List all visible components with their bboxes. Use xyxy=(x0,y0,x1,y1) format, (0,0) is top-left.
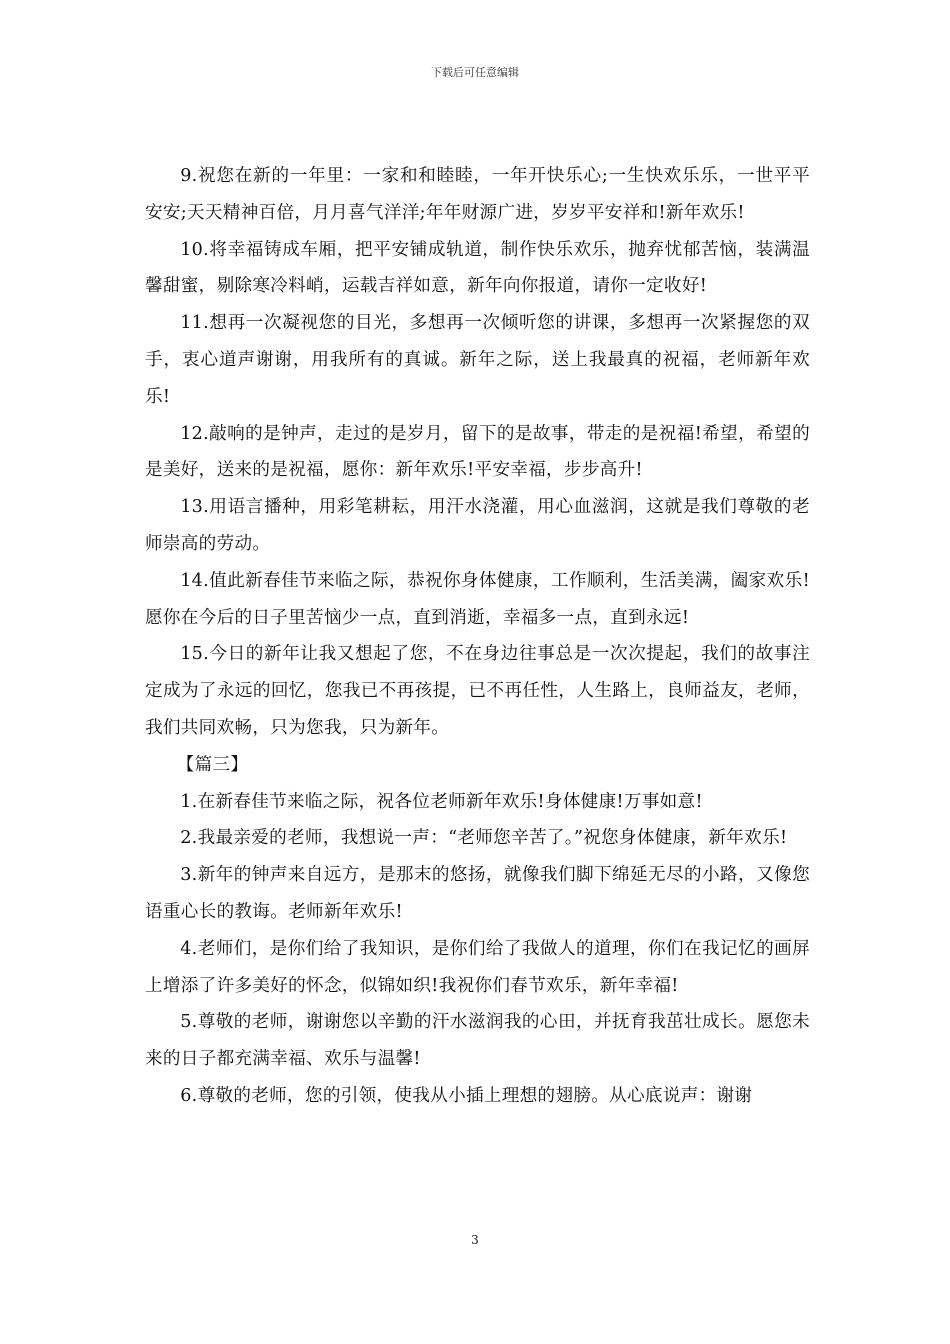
greeting-item-12: 12.敲响的是钟声，走过的是岁月，留下的是故事，带走的是祝福!希望，希望的是美好，送来的是祝福，愿你：新年欢乐!平安幸福，步步高升! xyxy=(145,423,810,481)
greeting-item-13: 13.用语言播种，用彩笔耕耘，用汗水浇灌，用心血滋润，这就是我们尊敬的老师崇高的劳动。 xyxy=(145,497,810,554)
document-body xyxy=(145,158,810,1115)
greeting-item-15: 15.今日的新年让我又想起了您，不在身边往事总是一次次提起，我们的故事注定成为了永远的回忆，您我已不再孩提，已不再任性，人生路上，良师益友，老师，我们共同欢畅，只为您我，只为新年。 xyxy=(145,644,810,738)
greeting-item-9: 9.祝您在新的一年里：一家和和睦睦，一年开快乐心;一生快欢乐乐，一世平平安安;天天精神百倍，月月喜气洋洋;年年财源广进，岁岁平安祥和!新年欢乐! xyxy=(145,166,810,223)
greeting-item-14: 14.值此新春佳节来临之际，恭祝你身体健康，工作顺利，生活美满，阖家欢乐!愿你在今后的日子里苦恼少一点，直到消逝，幸福多一点，直到永远! xyxy=(145,570,810,628)
greeting-item-1: 1.在新春佳节来临之际，祝各位老师新年欢乐!身体健康!万事如意! xyxy=(180,791,703,812)
greeting-item-11: 11.想再一次凝视您的目光，多想再一次倾听您的讲课，多想再一次紧握您的双手，衷心道声谢谢，用我所有的真诚。新年之际，送上我最真的祝福，老师新年欢乐! xyxy=(145,313,810,407)
page-number: 3 xyxy=(471,1233,479,1247)
greeting-item-2: 2.我最亲爱的老师，我想说一声：“老师您辛苦了。”祝您身体健康，新年欢乐! xyxy=(180,828,788,849)
greeting-item-3: 3.新年的钟声来自远方，是那末的悠扬，就像我们脚下绵延无尽的小路，又像您语重心长的教诲。老师新年欢乐! xyxy=(145,865,810,922)
section-heading-part-three: 【篇三】 xyxy=(176,754,249,775)
greeting-item-4: 4.老师们，是你们给了我知识，是你们给了我做人的道理，你们在我记忆的画屏上增添了许多美好的怀念，似锦如织!我祝你们春节欢乐，新年幸福! xyxy=(145,938,810,996)
page-header: 下载后可任意编辑 xyxy=(431,66,519,79)
greeting-item-6: 6.尊敬的老师，您的引领，使我从小插上理想的翅膀。从心底说声：谢谢 xyxy=(180,1085,753,1106)
greeting-item-5: 5.尊敬的老师，谢谢您以辛勤的汗水滋润我的心田，并抚育我茁壮成长。愿您未来的日子都充满幸福、欢乐与温馨! xyxy=(145,1012,810,1070)
greeting-item-10: 10.将幸福铸成车厢，把平安铺成轨道，制作快乐欢乐，抛弃忧郁苦恼，装满温馨甜蜜，剔除寒冷料峭，运载吉祥如意，新年向你报道，请你一定收好! xyxy=(145,239,810,297)
